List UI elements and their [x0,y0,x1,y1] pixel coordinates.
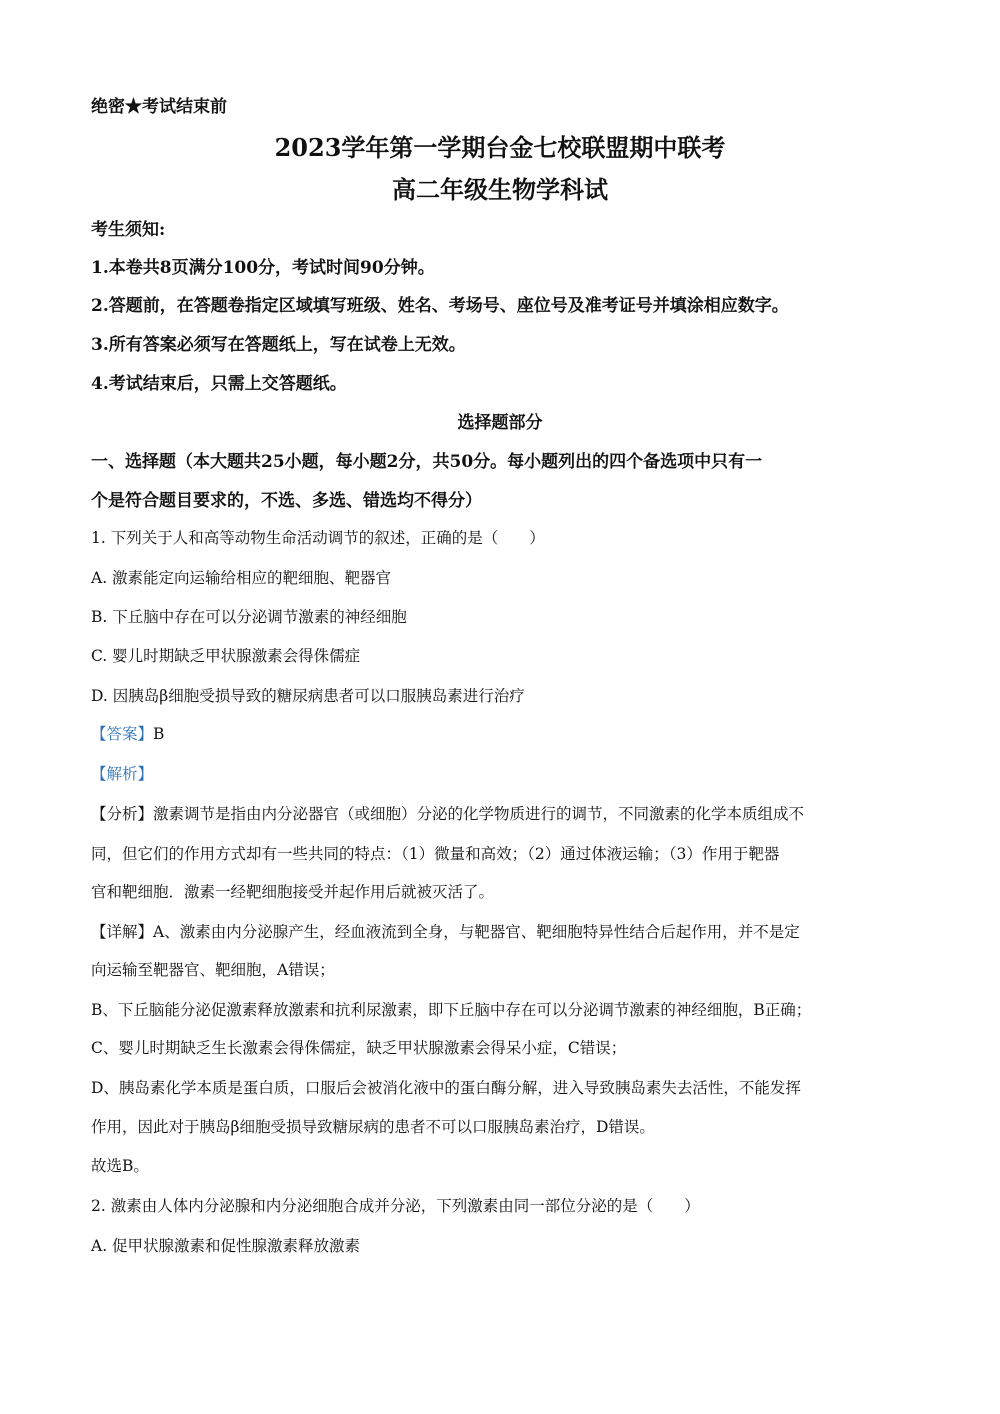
detail-line: 作用，因此对于胰岛β细胞受损导致糖尿病的患者不可以口服胰岛素治疗，D错误。 [91,1118,655,1136]
analysis-label: 【分析】 [91,805,154,823]
detail-line: C、婴儿时期缺乏生长激素会得侏儒症，缺乏甲状腺激素会得呆小症，C错误； [91,1039,627,1057]
detail-line [91,920,800,942]
notice-item: 4.考试结束后，只需上交答题纸。 [91,374,347,394]
answer-label: 【答案】 [91,725,154,743]
part-instructions-line2: 个是符合题目要求的，不选、多选、错选均不得分） [91,491,482,511]
analysis-line: 同，但它们的作用方式却有一些共同的特点：（1）微量和高效；（2）通过体液运输；（3）作用于靶器 [91,845,780,863]
analysis-text: 激素调节是指由内分泌器官（或细胞）分泌的化学物质进行的调节，不同激素的化学本质组成不 [153,805,805,823]
part-instructions-line1: 一、选择题（本大题共25小题，每小题2分，共50分。每小题列出的四个备选项中只有一 [91,452,763,472]
notice-item: 1.本卷共8页满分100分，考试时间90分钟。 [91,258,435,278]
question-1-option-d: D. 因胰岛β细胞受损导致的糖尿病患者可以口服胰岛素进行治疗 [91,687,525,705]
notice-item: 3.所有答案必须写在答题纸上，写在试卷上无效。 [91,335,466,355]
exam-subtitle: 高二年级生物学科试 [392,175,608,204]
detail-text: A、激素由内分泌腺产生，经血液流到全身，与靶器官、靶细胞特异性结合后起作用，并不是定 [153,923,800,941]
detail-label: 【详解】 [91,923,154,941]
final-choice: 故选B。 [91,1157,149,1175]
analysis-line: 官和靶细胞．激素一经靶细胞接受并起作用后就被灭活了。 [91,883,495,901]
analysis-line [91,802,804,824]
detail-line: D、胰岛素化学本质是蛋白质，口服后会被消化液中的蛋白酶分解，进入导致胰岛素失去活性，不能发挥 [91,1079,801,1097]
exam-title: 2023学年第一学期台金七校联盟期中联考 [274,133,726,162]
question-1-stem: 1. 下列关于人和高等动物生命活动调节的叙述，正确的是（ ） [91,529,545,547]
section-title: 选择题部分 [457,413,543,433]
explanation-label: 【解析】 [91,765,154,783]
detail-line: B、下丘脑能分泌促激素释放激素和抗利尿激素，即下丘脑中存在可以分泌调节激素的神经细胞，B正确； [91,1001,812,1019]
notice-item: 2.答题前，在答题卷指定区域填写班级、姓名、考场号、座位号及准考证号并填涂相应数字。 [91,296,789,316]
question-1-option-a: A. 激素能定向运输给相应的靶细胞、靶器官 [91,569,392,587]
question-1-option-b: B. 下丘脑中存在可以分泌调节激素的神经细胞 [91,608,407,626]
detail-line: 向运输至靶器官、靶细胞，A错误； [91,961,335,979]
question-2-stem: 2. 激素由人体内分泌腺和内分泌细胞合成并分泌，下列激素由同一部位分泌的是（ ） [91,1197,700,1215]
notice-heading: 考生须知: [91,220,166,240]
question-1-option-c: C. 婴儿时期缺乏甲状腺激素会得侏儒症 [91,647,361,665]
answer-value: B [153,725,165,743]
question-2-option-a: A. 促甲状腺激素和促性腺激素释放激素 [91,1237,361,1255]
confidential-label: 绝密★考试结束前 [91,97,227,117]
answer-line [91,722,164,744]
